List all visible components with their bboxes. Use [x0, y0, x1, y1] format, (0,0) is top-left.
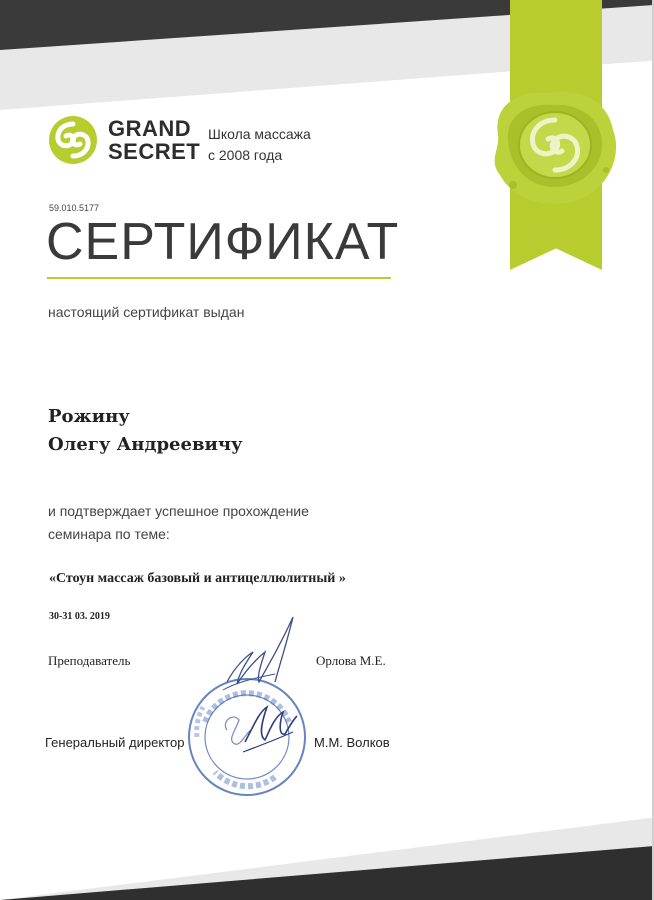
brand-line-2: SECRET: [108, 139, 201, 164]
brand-line-1: GRAND: [108, 116, 192, 141]
certificate-number: 59.010.5177: [49, 203, 100, 213]
wax-seal-icon: [478, 75, 628, 215]
recipient-name: [48, 403, 243, 459]
brand-name: [108, 117, 200, 163]
confirmation-line-2: семинара по теме:: [48, 526, 170, 542]
tagline-line-1: Школа массажа: [208, 126, 311, 142]
title-underline: [47, 277, 391, 279]
director-name: М.М. Волков: [314, 735, 390, 750]
brand-tagline: [208, 124, 311, 166]
director-label: Генеральный директор: [45, 735, 185, 750]
seminar-topic: «Стоун массаж базовый и антицеллюлитный »: [49, 571, 346, 586]
teacher-label: Преподаватель: [48, 653, 131, 668]
confirmation-line-1: и подтверждает успешное прохождение: [48, 503, 309, 519]
teacher-name: Орлова М.Е.: [316, 653, 386, 668]
issued-to-text: настоящий сертификат выдан: [48, 304, 245, 320]
recipient-surname: Рожину: [48, 406, 130, 427]
confirmation-text: [48, 500, 309, 546]
round-stamp-with-signatures: [175, 612, 315, 802]
tagline-line-2: с 2008 года: [208, 147, 283, 163]
grand-secret-logo-icon: [47, 114, 99, 166]
seminar-dates: 30-31 03. 2019: [49, 611, 110, 622]
recipient-given-names: Олегу Андреевичу: [48, 434, 243, 455]
certificate-title: СЕРТИФИКАТ: [46, 213, 400, 271]
